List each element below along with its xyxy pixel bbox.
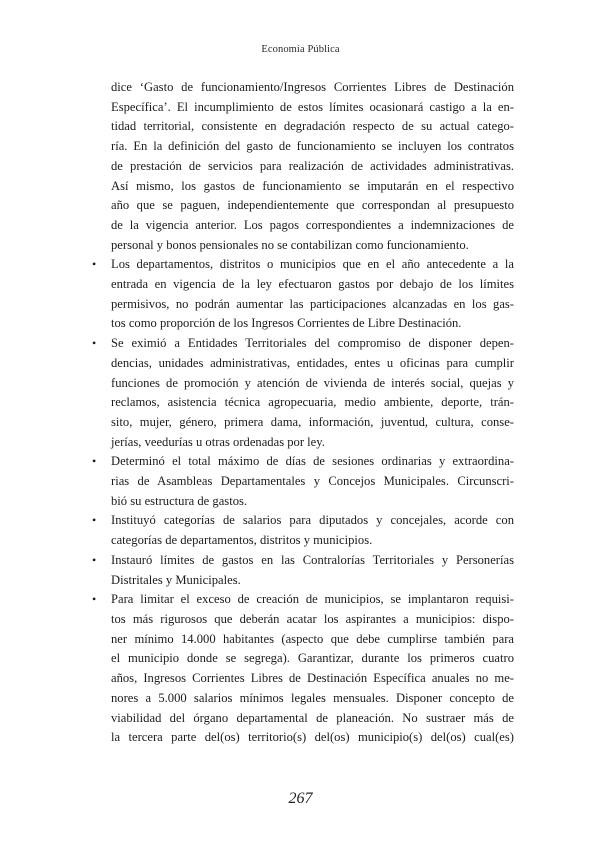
text-line: tos más rigurosos que deberán acatar los aspirantes a municipios: dispo- bbox=[111, 611, 514, 626]
bullet-item bbox=[92, 255, 514, 334]
text-line: Distritales y Municipales. bbox=[111, 572, 241, 587]
bullet-marker: • bbox=[92, 513, 97, 528]
bullet-marker: • bbox=[92, 552, 97, 567]
text-line: años, Ingresos Corrientes Libres de Destinación Específica anuales no me- bbox=[111, 671, 514, 686]
bullet-item bbox=[92, 334, 514, 452]
text-line: dice ‘Gasto de funcionamiento/Ingresos Corrientes Libres de Destinación bbox=[111, 80, 514, 94]
text-line: el municipio donde se segrega). Garantizar, durante los primeros cuatro bbox=[111, 651, 514, 666]
text-line: Para limitar el exceso de creación de municipios, se implantaron requisi- bbox=[111, 592, 514, 607]
text-line: tidad territorial, consistente en degradación respecto de su actual catego- bbox=[111, 119, 514, 134]
text-line: Específica’. El incumplimiento de estos límites ocasionará castigo a la en- bbox=[111, 99, 514, 114]
bullet-item bbox=[92, 511, 514, 550]
bullet-marker: • bbox=[92, 454, 97, 469]
text-line: personal y bonos pensionales no se contabilizan como funcionamiento. bbox=[111, 237, 469, 252]
page-number: 267 bbox=[288, 790, 313, 807]
text-line: nores a 5.000 salarios mínimos legales mensuales. Disponer concepto de bbox=[111, 690, 514, 705]
text-line: Determinó el total máximo de días de sesiones ordinarias y extraordina- bbox=[111, 454, 514, 469]
bullet-item bbox=[92, 551, 514, 590]
text-line: Instauró límites de gastos en las Contralorías Territoriales y Personerías bbox=[111, 552, 514, 567]
text-line: ner mínimo 14.000 habitantes (aspecto que debe cumplirse también para bbox=[111, 631, 514, 646]
running-header: Economía Pública bbox=[261, 44, 340, 55]
text-line: bió su estructura de gastos. bbox=[111, 493, 248, 508]
body-text bbox=[92, 78, 514, 748]
text-line: jerías, veedurías u otras ordenadas por ley. bbox=[111, 434, 325, 449]
text-line: ría. En la definición del gasto de funcionamiento se incluyen los contratos bbox=[111, 139, 514, 154]
text-line: la tercera parte del(os) territorio(s) del(os) municipio(s) del(os) cual(es) bbox=[111, 730, 514, 745]
text-line: reclamos, asistencia técnica agropecuaria, medio ambiente, deporte, trán- bbox=[111, 395, 514, 410]
text-line: viabilidad del órgano departamental de planeación. No sustraer más de bbox=[111, 710, 514, 725]
text-line: categorías de departamentos, distritos y municipios. bbox=[111, 533, 373, 548]
text-line: de la vigencia anterior. Los pagos correspondientes a indemnizaciones de bbox=[111, 217, 514, 232]
text-line: Instituyó categorías de salarios para diputados y concejales, acorde con bbox=[111, 513, 514, 528]
text-line: sito, mujer, género, primera dama, información, juventud, cultura, conse- bbox=[111, 414, 514, 429]
text-line: Los departamentos, distritos o municipios que en el año antecedente a la bbox=[111, 257, 514, 272]
text-line: permisivos, no podrán aumentar las participaciones alcanzadas en los gas- bbox=[111, 296, 514, 311]
text-line: entrada en vigencia de la ley efectuaron gastos por debajo de los límites bbox=[111, 277, 514, 292]
bullet-item bbox=[92, 590, 514, 748]
continuation-paragraph bbox=[111, 78, 514, 255]
text-line: rias de Asambleas Departamentales y Concejos Municipales. Circunscri- bbox=[111, 474, 514, 489]
text-line: año que se paguen, independientemente que correspondan al presupuesto bbox=[111, 198, 514, 213]
bullet-marker: • bbox=[92, 257, 97, 272]
bullet-marker: • bbox=[92, 336, 97, 351]
text-line: de prestación de servicios para realización de actividades administrativas. bbox=[111, 158, 514, 173]
text-line: tos como proporción de los Ingresos Corrientes de Libre Destinación. bbox=[111, 316, 462, 331]
text-line: Así mismo, los gastos de funcionamiento se imputarán en el respectivo bbox=[111, 178, 514, 193]
bullet-marker: • bbox=[92, 592, 97, 607]
text-line: funciones de promoción y atención de vivienda de interés social, quejas y bbox=[111, 375, 514, 390]
bullet-item bbox=[92, 452, 514, 511]
text-line: dencias, unidades administrativas, entidades, entes u oficinas para cumplir bbox=[111, 355, 514, 370]
text-line: Se eximió a Entidades Territoriales del compromiso de disponer depen- bbox=[111, 336, 514, 351]
